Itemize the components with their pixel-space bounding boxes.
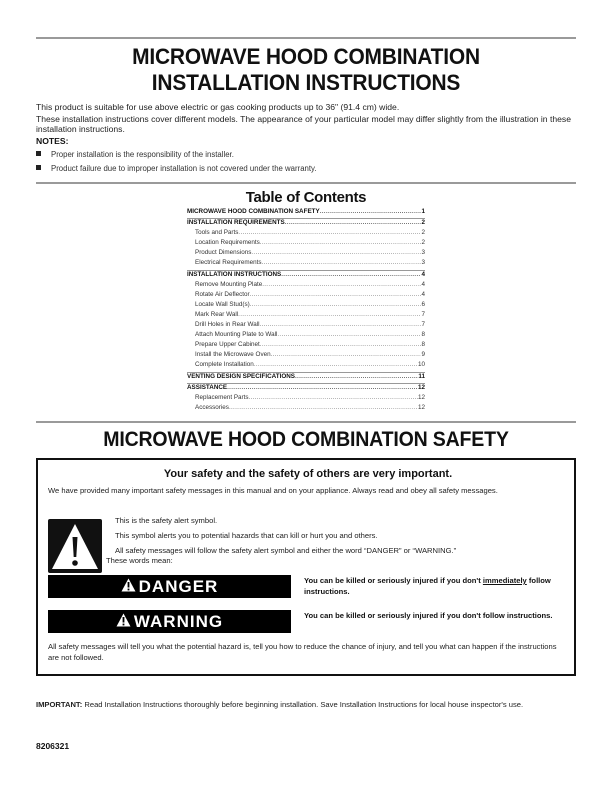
toc-leader-dots [238, 229, 421, 236]
toc-entry-page: 6 [421, 300, 425, 308]
toc-entry-label: Locate Wall Stud(s) [195, 300, 250, 308]
safety-alert-symbol-icon [48, 519, 102, 573]
toc-entry-label: Location Requirements [195, 239, 260, 247]
important-label: IMPORTANT: [36, 700, 83, 709]
toc-leader-dots [281, 271, 421, 278]
toc-entry[interactable] [187, 372, 425, 383]
note-text: Product failure due to improper installation is not covered under the warranty. [51, 164, 317, 173]
bullet-square-icon [36, 165, 41, 170]
toc-entry-label: Replacement Parts [195, 393, 249, 401]
toc-entry-label: Tools and Parts [195, 229, 239, 237]
toc-entry-label: Electrical Requirements [195, 259, 262, 267]
danger-description [304, 575, 572, 597]
important-text: Read Installation Instructions thoroughly before beginning installation. Save Installation Instructions for local house inspector's use. [82, 700, 524, 709]
toc-entry[interactable] [187, 259, 425, 269]
toc-entry-label: Remove Mounting Plate [195, 280, 263, 288]
toc-entry-page: 10 [417, 361, 425, 369]
toc-entry-label: Prepare Upper Cabinet [195, 341, 260, 349]
important-note [36, 700, 576, 710]
intro-paragraph-1: This product is suitable for use above electric or gas cooking products up to 36" (91.4 cm) wide. [36, 102, 400, 112]
warning-signal-bar [48, 610, 291, 633]
toc-entry[interactable] [187, 394, 425, 404]
toc-entry[interactable] [187, 208, 425, 218]
danger-signal-bar [48, 575, 291, 598]
toc-entry[interactable] [187, 281, 425, 291]
toc-entry-page: 3 [421, 249, 425, 257]
document-title-line1: MICROWAVE HOOD COMBINATION [132, 44, 480, 69]
toc-entry-page: 8 [421, 331, 425, 339]
toc-top-rule [36, 182, 576, 184]
toc-leader-dots [250, 301, 422, 308]
danger-desc-text: You can be killed or seriously injured if you don't [304, 576, 483, 585]
toc-entry[interactable] [187, 270, 425, 281]
toc-entry[interactable] [187, 249, 425, 259]
toc-leader-dots [295, 373, 418, 380]
safety-top-rule [36, 421, 576, 423]
alert-line: This symbol alerts you to potential hazards that can kill or hurt you and others. [115, 531, 378, 540]
toc-leader-dots [285, 219, 422, 226]
note-item [36, 164, 317, 173]
toc-leader-dots [320, 208, 422, 215]
toc-leader-dots [227, 384, 418, 391]
warning-triangle-icon [121, 577, 136, 597]
toc-entry-page: 4 [421, 290, 425, 298]
toc-entry-label: ASSISTANCE [187, 383, 228, 391]
toc-entry-page: 2 [421, 239, 425, 247]
document-title-line2: INSTALLATION INSTRUCTIONS [151, 70, 461, 95]
toc-leader-dots [260, 239, 422, 246]
toc-leader-dots [260, 341, 422, 348]
toc-entry-label: Rotate Air Deflector [195, 290, 250, 298]
toc-entry[interactable] [187, 301, 425, 311]
safety-footer: All safety messages will tell you what the potential hazard is, tell you how to reduce the chance of injury, and tell you what can happen if the instructions are not followed. [48, 642, 557, 662]
toc-leader-dots [254, 361, 418, 368]
intro-paragraph-2: These installation instructions cover different models. The appearance of your particular model may differ slightly from the illustration in these installation instructions. [36, 114, 571, 134]
toc-leader-dots [249, 394, 418, 401]
toc-entry[interactable] [187, 331, 425, 341]
toc-entry-page: 3 [421, 259, 425, 267]
safety-section-title: MICROWAVE HOOD COMBINATION SAFETY [103, 428, 509, 451]
toc-entry-page: 4 [421, 280, 425, 288]
note-item [36, 150, 234, 159]
toc-entry[interactable] [187, 351, 425, 361]
danger-desc-emphasis: immediately [482, 576, 527, 585]
toc-entry-page: 1 [421, 208, 425, 215]
toc-leader-dots [262, 259, 422, 266]
toc-entry-page: 12 [417, 383, 425, 391]
table-of-contents [187, 208, 425, 414]
document-number: 8206321 [36, 741, 70, 751]
toc-entry-label: Mark Rear Wall [195, 310, 239, 318]
toc-leader-dots [250, 291, 422, 298]
toc-leader-dots [251, 249, 421, 256]
toc-leader-dots [260, 321, 422, 328]
toc-leader-dots [238, 311, 421, 318]
alert-line: All safety messages will follow the safety alert symbol and either the word “DANGER” or “WARNING.” [115, 546, 457, 555]
top-rule [36, 37, 576, 39]
safety-headline: Your safety and the safety of others are very important. [163, 468, 453, 480]
toc-entry[interactable] [187, 383, 425, 394]
toc-entry[interactable] [187, 218, 425, 229]
toc-entry-label: INSTALLATION INSTRUCTIONS [187, 270, 282, 278]
toc-entry-label: Complete Installation [195, 361, 254, 369]
toc-entry-label: Attach Mounting Plate to Wall [195, 331, 278, 339]
safety-intro: We have provided many important safety messages in this manual and on your appliance. Always read and obey all safety messages. [48, 486, 498, 495]
note-text: Proper installation is the responsibility of the installer. [51, 150, 234, 159]
toc-entry-label: Drill Holes in Rear Wall [195, 321, 260, 329]
toc-entry-page: 4 [421, 270, 425, 278]
warning-triangle-icon [116, 612, 131, 632]
toc-leader-dots [271, 351, 422, 358]
toc-entry[interactable] [187, 311, 425, 321]
danger-desc-text-end: follow instructions. [304, 576, 551, 596]
toc-entry-label: Accessories [195, 403, 229, 411]
toc-entry-page: 2 [421, 229, 425, 237]
toc-entry-label: Install the Microwave Oven [195, 351, 271, 359]
toc-entry-page: 12 [417, 393, 425, 401]
toc-entry-label: VENTING DESIGN SPECIFICATIONS [187, 372, 295, 380]
toc-entry[interactable] [187, 404, 425, 414]
toc-entry[interactable] [187, 341, 425, 351]
toc-entry-page: 2 [421, 219, 425, 227]
bullet-square-icon [36, 151, 41, 156]
toc-leader-dots [277, 331, 421, 338]
notes-label: NOTES: [36, 136, 69, 146]
warning-label: WARNING [133, 611, 224, 631]
toc-entry[interactable] [187, 321, 425, 331]
toc-entry-label: MICROWAVE HOOD COMBINATION SAFETY [187, 208, 320, 215]
toc-entry-page: 11 [418, 372, 425, 380]
toc-entry[interactable] [187, 361, 425, 371]
toc-entry-page: 9 [421, 351, 425, 359]
danger-label: DANGER [138, 576, 219, 596]
alert-line: This is the safety alert symbol. [115, 516, 218, 525]
toc-leader-dots [229, 404, 418, 411]
toc-entry[interactable] [187, 239, 425, 249]
toc-entry-label: Product Dimensions [195, 249, 252, 257]
toc-entry-page: 8 [421, 341, 425, 349]
toc-entry-page: 7 [421, 321, 425, 329]
toc-entry[interactable] [187, 291, 425, 301]
toc-entry-page: 7 [421, 310, 425, 318]
toc-leader-dots [262, 281, 421, 288]
toc-entry-label: INSTALLATION REQUIREMENTS [187, 219, 285, 227]
toc-entry[interactable] [187, 229, 425, 239]
toc-title: Table of Contents [245, 189, 367, 206]
warning-description: You can be killed or seriously injured if you don't follow instructions. [304, 611, 553, 620]
safety-box [36, 458, 576, 676]
toc-entry-page: 12 [417, 403, 425, 411]
alert-line: These words mean: [106, 556, 173, 565]
